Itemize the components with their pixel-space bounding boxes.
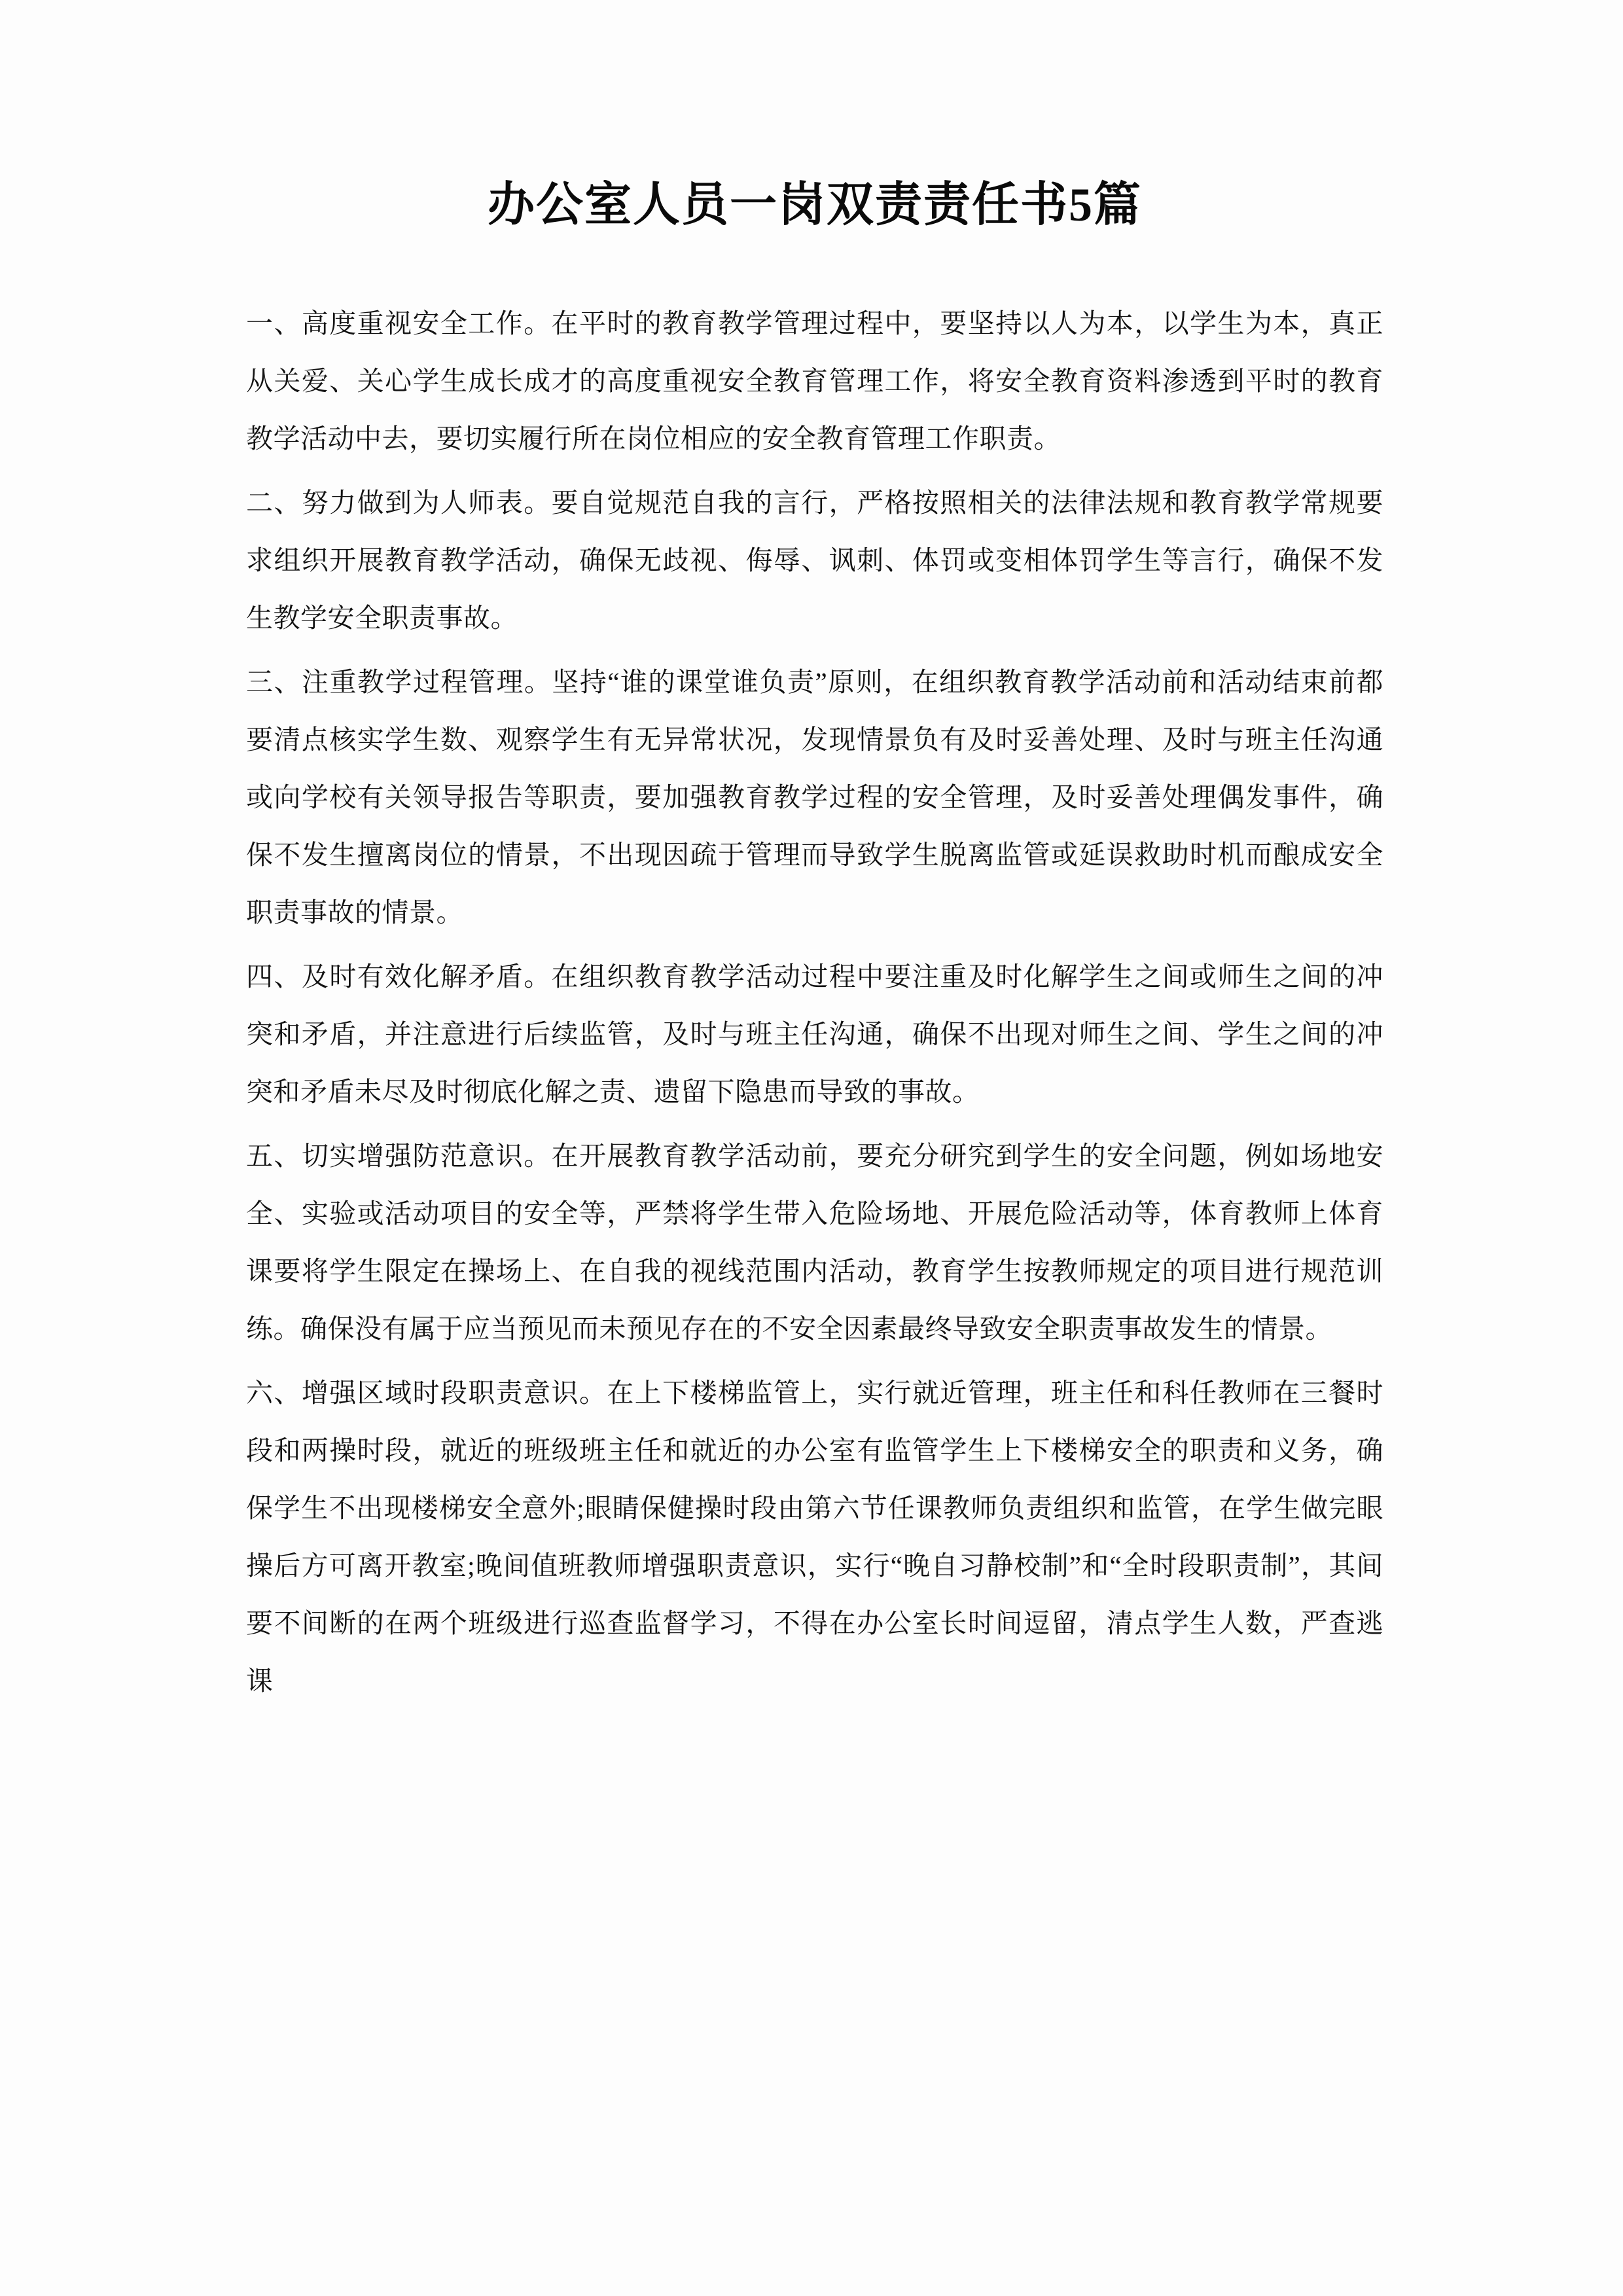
page-title: 办公室人员一岗双责责任书5篇: [487, 179, 1142, 231]
paragraph-4: 四、及时有效化解矛盾。在组织教育教学活动过程中要注重及时化解学生之间或师生之间的冲突和矛盾，并注意进行后续监管，及时与班主任沟通，确保不出现对师生之间、学生之间的冲突和矛盾未尽及时彻底化解之责、遗留下隐患而导致的事故。: [246, 961, 1383, 1107]
paragraph-2: 二、努力做到为人师表。要自觉规范自我的言行，严格按照相关的法律法规和教育教学常规要求组织开展教育教学活动，确保无歧视、侮辱、讽刺、体罚或变相体罚学生等言行，确保不发生教学安全职责事故。: [246, 488, 1383, 633]
paragraph-6: 六、增强区域时段职责意识。在上下楼梯监管上，实行就近管理，班主任和科任教师在三餐时段和两操时段，就近的班级班主任和就近的办公室有监管学生上下楼梯安全的职责和义务，确保学生不出现楼梯安全意外;眼睛保健操时段由第六节任课教师负责组织和监管，在学生做完眼操后方可离开教室;晚间值班教师增强职责意识，实行“晚自习静校制”和“全时段职责制”，其间要不间断的在两个班级进行巡查监督学习，不得在办公室长时间逗留，清点学生人数，严查逃课: [246, 1378, 1383, 1696]
document-body: [246, 295, 1383, 1710]
paragraph-1: 一、高度重视安全工作。在平时的教育教学管理过程中，要坚持以人为本，以学生为本，真正从关爱、关心学生成长成才的高度重视安全教育管理工作，将安全教育资料渗透到平时的教育教学活动中去，要切实履行所在岗位相应的安全教育管理工作职责。: [246, 308, 1383, 454]
page-content-column: [246, 0, 1383, 1710]
paragraph-3: 三、注重教学过程管理。坚持“谁的课堂谁负责”原则，在组织教育教学活动前和活动结束前都要清点核实学生数、观察学生有无异常状况，发现情景负有及时妥善处理、及时与班主任沟通或向学校有关领导报告等职责，要加强教育教学过程的安全管理，及时妥善处理偶发事件，确保不发生擅离岗位的情景，不出现因疏于管理而导致学生脱离监管或延误救助时机而酿成安全职责事故的情景。: [246, 667, 1383, 927]
paragraph-5: 五、切实增强防范意识。在开展教育教学活动前，要充分研究到学生的安全问题，例如场地安全、实验或活动项目的安全等，严禁将学生带入危险场地、开展危险活动等，体育教师上体育课要将学生限定在操场上、在自我的视线范围内活动，教育学生按教师规定的项目进行规范训练。确保没有属于应当预见而未预见存在的不安全因素最终导致安全职责事故发生的情景。: [246, 1141, 1383, 1344]
